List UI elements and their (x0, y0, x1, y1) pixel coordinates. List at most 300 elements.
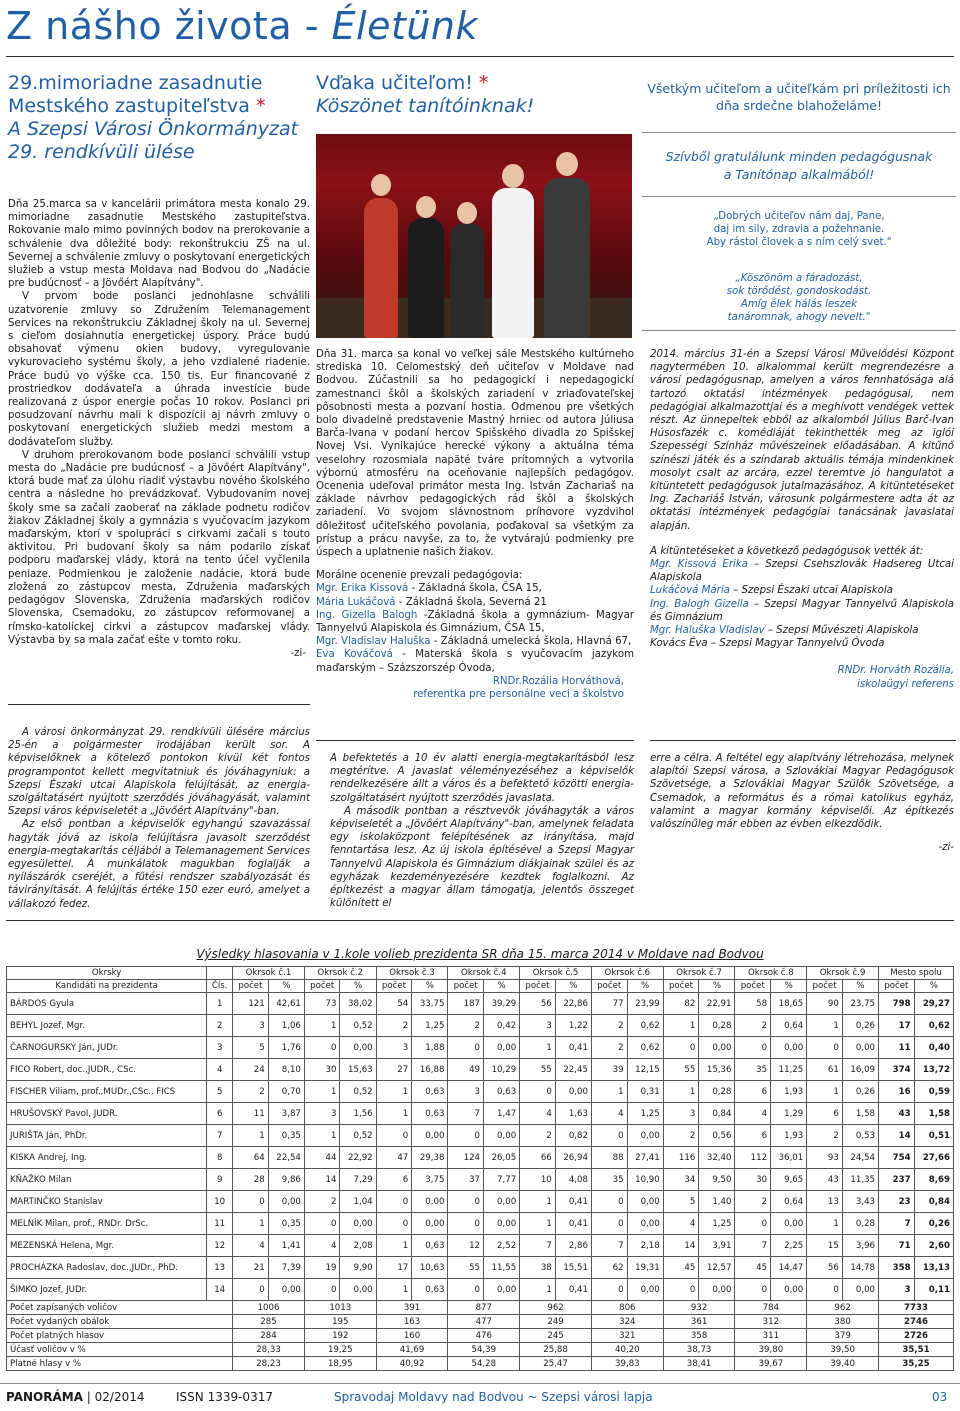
col2-title: Vďaka učiteľom! * Köszönet tanítóinknak! (316, 72, 535, 117)
vote-value: 1,25 (699, 1213, 735, 1235)
candidate-name: JURIŠTA Ján, PhDr. (7, 1125, 207, 1147)
vote-value: 2 (807, 1125, 843, 1147)
vote-value: 3,43 (842, 1191, 878, 1213)
summary-value: 38,41 (663, 1357, 735, 1371)
table-row (7, 1213, 954, 1235)
vote-value: 3 (879, 1279, 915, 1301)
summary-value: 39,50 (807, 1343, 879, 1357)
vote-value: 374 (879, 1059, 915, 1081)
vote-value: 0,26 (914, 1213, 953, 1235)
vote-value: 1,93 (771, 1125, 807, 1147)
vote-value: 30 (304, 1059, 340, 1081)
table-row (7, 1103, 954, 1125)
summary-value: 39,80 (735, 1343, 807, 1357)
vote-value: 6 (735, 1125, 771, 1147)
vote-value: 1 (376, 1235, 412, 1257)
header-pocet: počet (591, 980, 627, 993)
summary-value: 784 (735, 1301, 807, 1315)
vote-value: 7 (879, 1213, 915, 1235)
header-pocet: počet (233, 980, 269, 993)
vote-value: 1,25 (412, 1015, 448, 1037)
header-pocet: počet (807, 980, 843, 993)
vote-value: 7 (520, 1235, 556, 1257)
vote-value: 1 (807, 1015, 843, 1037)
vote-value: 0,41 (555, 1191, 591, 1213)
vote-value: 0,63 (412, 1279, 448, 1301)
vote-value: 0,51 (914, 1125, 953, 1147)
summary-value: 7733 (879, 1301, 954, 1315)
candidate-name: PROCHÁZKA Radoslav, doc.,JUDr., PhD. (7, 1257, 207, 1279)
summary-row (7, 1315, 954, 1329)
vote-value: 2,86 (555, 1235, 591, 1257)
summary-value: 962 (807, 1301, 879, 1315)
table-row (7, 1059, 954, 1081)
candidate-number: 2 (207, 1015, 233, 1037)
candidate-name: ČARNOGURSKÝ Ján, JUDr. (7, 1037, 207, 1059)
header-okrsky: Okrsky (7, 967, 207, 980)
vote-value: 0 (376, 1213, 412, 1235)
vote-value: 26,05 (484, 1147, 520, 1169)
summary-label: Účasť voličov v % (7, 1343, 233, 1357)
summary-row (7, 1329, 954, 1343)
header-right: Életünk (331, 4, 479, 48)
vote-value: 0 (304, 1213, 340, 1235)
footer-issn: ISSN 1339-0317 (176, 1390, 273, 1404)
summary-value: 1006 (233, 1301, 305, 1315)
vote-value: 29,38 (412, 1147, 448, 1169)
vote-value: 17 (879, 1015, 915, 1037)
vote-value: 2 (448, 1015, 484, 1037)
vote-value: 66 (520, 1147, 556, 1169)
vote-value: 23 (879, 1191, 915, 1213)
vote-value: 0,00 (484, 1037, 520, 1059)
vote-value: 22,54 (268, 1147, 304, 1169)
vote-value: 8,10 (268, 1059, 304, 1081)
vote-value: 88 (591, 1147, 627, 1169)
vote-value: 1 (520, 1037, 556, 1059)
summary-value: 40,92 (376, 1357, 448, 1371)
vote-value: 15 (807, 1235, 843, 1257)
summary-value: 163 (376, 1315, 448, 1329)
vote-value: 0,56 (699, 1125, 735, 1147)
table-row (7, 1125, 954, 1147)
vote-value: 13 (807, 1191, 843, 1213)
header-blank (207, 967, 233, 980)
vote-value: 0 (448, 1037, 484, 1059)
summary-value: 2746 (879, 1315, 954, 1329)
summary-value: 477 (448, 1315, 520, 1329)
vote-value: 8,69 (914, 1169, 953, 1191)
vote-value: 28 (233, 1169, 269, 1191)
vote-value: 0,00 (484, 1191, 520, 1213)
summary-value: 160 (376, 1329, 448, 1343)
vote-value: 4 (591, 1103, 627, 1125)
vote-value: 1,58 (914, 1103, 953, 1125)
vote-value: 0,00 (771, 1213, 807, 1235)
vote-value: 1,88 (412, 1037, 448, 1059)
vote-value: 3 (233, 1015, 269, 1037)
vote-value: 27,41 (627, 1147, 663, 1169)
vote-value: 237 (879, 1169, 915, 1191)
vote-value: 1 (376, 1081, 412, 1103)
header-pct: % (412, 980, 448, 993)
vote-value: 1 (663, 1015, 699, 1037)
vote-value: 0,31 (627, 1081, 663, 1103)
summary-value: 806 (591, 1301, 663, 1315)
vote-value: 0,00 (340, 1279, 376, 1301)
summary-value: 932 (663, 1301, 735, 1315)
summary-value: 249 (520, 1315, 592, 1329)
table-top-rule (6, 920, 954, 921)
summary-value: 25,47 (520, 1357, 592, 1371)
vote-value: 3 (448, 1081, 484, 1103)
vote-value: 1 (807, 1081, 843, 1103)
vote-value: 24,54 (842, 1147, 878, 1169)
vote-value: 0,00 (627, 1279, 663, 1301)
col3-rule4 (650, 740, 956, 741)
vote-value: 0,63 (412, 1081, 448, 1103)
vote-value: 3 (663, 1103, 699, 1125)
vote-value: 0,00 (771, 1279, 807, 1301)
district-header: Okrsok č.4 (448, 967, 520, 980)
summary-value: 379 (807, 1329, 879, 1343)
vote-value: 4 (735, 1103, 771, 1125)
vote-value: 0,00 (484, 1279, 520, 1301)
vote-value: 22,86 (555, 993, 591, 1015)
vote-value: 90 (807, 993, 843, 1015)
vote-value: 55 (663, 1059, 699, 1081)
vote-value: 2 (520, 1125, 556, 1147)
summary-value: 35,25 (879, 1357, 954, 1371)
vote-value: 16 (879, 1081, 915, 1103)
col1-body (8, 198, 310, 660)
vote-value: 0,52 (340, 1125, 376, 1147)
candidate-number: 1 (207, 993, 233, 1015)
vote-value: 0 (304, 1279, 340, 1301)
vote-value: 0 (735, 1279, 771, 1301)
vote-value: 0,00 (412, 1125, 448, 1147)
vote-value: 64 (233, 1147, 269, 1169)
vote-value: 15,36 (699, 1059, 735, 1081)
vote-value: 1,58 (842, 1103, 878, 1125)
vote-value: 22,91 (699, 993, 735, 1015)
vote-value: 0 (520, 1081, 556, 1103)
vote-value: 0,00 (484, 1213, 520, 1235)
table-row (7, 1037, 954, 1059)
vote-value: 1 (591, 1081, 627, 1103)
vote-value: 3 (304, 1103, 340, 1125)
vote-value: 77 (591, 993, 627, 1015)
vote-value: 10,63 (412, 1257, 448, 1279)
district-header: Okrsok č.9 (807, 967, 879, 980)
vote-value: 36,01 (771, 1147, 807, 1169)
vote-value: 0,62 (627, 1037, 663, 1059)
quote-sk: „Dobrých učiteľov nám daj, Pane, daj im sily, zdravia a požehnanie. Aby rástol človek a s ním celý svet." (706, 211, 892, 248)
vote-value: 12 (448, 1235, 484, 1257)
vote-value: 0,28 (842, 1213, 878, 1235)
vote-value: 0 (233, 1191, 269, 1213)
table-row (7, 993, 954, 1015)
vote-value: 0,11 (914, 1279, 953, 1301)
vote-value: 3 (520, 1015, 556, 1037)
vote-value: 61 (807, 1059, 843, 1081)
vote-value: 55 (520, 1059, 556, 1081)
summary-value: 324 (591, 1315, 663, 1329)
vote-value: 2 (591, 1037, 627, 1059)
vote-value: 0,00 (268, 1279, 304, 1301)
vote-value: 10,29 (484, 1059, 520, 1081)
vote-value: 5 (663, 1191, 699, 1213)
vote-value: 7,77 (484, 1169, 520, 1191)
summary-value: 41,69 (376, 1343, 448, 1357)
candidate-name: BEHÝL Jozef, Mgr. (7, 1015, 207, 1037)
header-pocet: počet (735, 980, 771, 993)
vote-value: 12,57 (699, 1257, 735, 1279)
vote-value: 11,25 (771, 1059, 807, 1081)
header-pct: % (555, 980, 591, 993)
district-header: Okrsok č.7 (663, 967, 735, 980)
header-pocet: počet (376, 980, 412, 993)
vote-value: 14,78 (842, 1257, 878, 1279)
vote-value: 29,27 (914, 993, 953, 1015)
vote-value: 9,90 (340, 1257, 376, 1279)
vote-value: 11 (879, 1037, 915, 1059)
district-header: Okrsok č.3 (376, 967, 448, 980)
vote-value: 0,00 (484, 1125, 520, 1147)
vote-value: 1 (520, 1279, 556, 1301)
vote-value: 71 (879, 1235, 915, 1257)
col3-rule1 (642, 132, 956, 133)
candidate-number: 6 (207, 1103, 233, 1125)
vote-value: 2 (233, 1081, 269, 1103)
vote-value: 49 (448, 1059, 484, 1081)
candidate-name: HRUŠOVSKÝ Pavol, JUDR. (7, 1103, 207, 1125)
vote-value: 0,00 (699, 1279, 735, 1301)
vote-value: 27 (376, 1059, 412, 1081)
vote-value: 1 (520, 1213, 556, 1235)
vote-value: 0,63 (484, 1081, 520, 1103)
vote-value: 0,41 (555, 1037, 591, 1059)
vote-value: 112 (735, 1147, 771, 1169)
vote-value: 44 (304, 1147, 340, 1169)
vote-value: 3,75 (412, 1169, 448, 1191)
vote-value: 2 (304, 1191, 340, 1213)
vote-value: 0,26 (842, 1081, 878, 1103)
vote-value: 0,00 (627, 1125, 663, 1147)
summary-label: Počet vydaných obálok (7, 1315, 233, 1329)
vote-value: 27,66 (914, 1147, 953, 1169)
vote-value: 0,00 (699, 1037, 735, 1059)
vote-value: 2,25 (771, 1235, 807, 1257)
vote-value: 4 (233, 1235, 269, 1257)
vote-value: 1 (304, 1081, 340, 1103)
summary-value: 54,28 (448, 1357, 520, 1371)
vote-value: 0 (448, 1213, 484, 1235)
vote-value: 2,18 (627, 1235, 663, 1257)
vote-value: 14 (663, 1235, 699, 1257)
vote-value: 0,35 (268, 1125, 304, 1147)
vote-value: 6 (807, 1103, 843, 1125)
vote-value: 0,42 (484, 1015, 520, 1037)
candidate-number: 5 (207, 1081, 233, 1103)
vote-value: 0,00 (340, 1213, 376, 1235)
vote-value: 2,08 (340, 1235, 376, 1257)
summary-value: 962 (520, 1301, 592, 1315)
candidate-number: 3 (207, 1037, 233, 1059)
district-header: Okrsok č.8 (735, 967, 807, 980)
vote-value: 3,96 (842, 1235, 878, 1257)
summary-row (7, 1301, 954, 1315)
header-pocet: počet (304, 980, 340, 993)
vote-value: 1,06 (268, 1015, 304, 1037)
vote-value: 56 (807, 1257, 843, 1279)
quote-hu: „Köszönöm a fáradozást, sok törődést, gondoskodást. Amíg élek hálás leszek tanáromnak, ahogy nevelt." (726, 273, 872, 323)
vote-value: 1 (663, 1081, 699, 1103)
vote-value: 7 (591, 1235, 627, 1257)
vote-value: 0,63 (412, 1103, 448, 1125)
candidate-number: 7 (207, 1125, 233, 1147)
vote-value: 0 (304, 1037, 340, 1059)
summary-value: 877 (448, 1301, 520, 1315)
vote-value: 0 (591, 1213, 627, 1235)
col3-greeting: Všetkým učiteľom a učiteľkám pri príležitosti ich dňa srdečne blahoželáme! (647, 81, 951, 113)
district-header: Okrsok č.5 (520, 967, 592, 980)
vote-value: 33,75 (412, 993, 448, 1015)
col3-hu: erre a célra. A feltétel egy alapítvány létrehozása, melynek alapítói Szepsi városa, a Szlovákiai Magyar Pedagógusok Szövetsége, a Szlovákiai Magyar Szülők Szövetsége, a Csemadok, a református és a római katolikus egyház, valamint a magyar kormány képviselői. Az építkezés valószínűleg már ebben az évben elkezdődik. -zi- (650, 753, 954, 854)
vote-value: 0,53 (842, 1125, 878, 1147)
vote-value: 1 (376, 1279, 412, 1301)
vote-value: 93 (807, 1147, 843, 1169)
vote-value: 82 (663, 993, 699, 1015)
candidate-number: 13 (207, 1257, 233, 1279)
candidate-name: KŇAŽKO Milan (7, 1169, 207, 1191)
summary-value: 38,73 (663, 1343, 735, 1357)
table-row (7, 1191, 954, 1213)
district-header: Okrsok č.1 (233, 967, 305, 980)
vote-value: 56 (520, 993, 556, 1015)
col3-greeting-hu: Szívből gratulálunk minden pedagógusnak a Tanítónap alkalmából! (665, 149, 933, 182)
vote-value: 121 (233, 993, 269, 1015)
vote-value: 4 (663, 1213, 699, 1235)
vote-value: 35 (591, 1169, 627, 1191)
table-row (7, 1081, 954, 1103)
vote-value: 22,92 (340, 1147, 376, 1169)
vote-value: 45 (663, 1257, 699, 1279)
table-row (7, 1015, 954, 1037)
vote-value: 18,65 (771, 993, 807, 1015)
table-row (7, 1147, 954, 1169)
summary-value: 28,33 (233, 1343, 305, 1357)
vote-value: 0 (807, 1279, 843, 1301)
vote-value: 0,00 (842, 1279, 878, 1301)
candidate-number: 10 (207, 1191, 233, 1213)
vote-value: 5 (233, 1037, 269, 1059)
vote-value: 17 (376, 1257, 412, 1279)
vote-value: 1,22 (555, 1015, 591, 1037)
vote-value: 1,04 (340, 1191, 376, 1213)
vote-value: 0 (376, 1191, 412, 1213)
vote-value: 1,47 (484, 1103, 520, 1125)
vote-value: 1,76 (268, 1037, 304, 1059)
vote-value: 0,00 (268, 1191, 304, 1213)
vote-value: 23,99 (627, 993, 663, 1015)
vote-value: 0,00 (412, 1213, 448, 1235)
vote-value: 3,87 (268, 1103, 304, 1125)
candidate-name: MELNÍK Milan, prof., RNDr. DrSc. (7, 1213, 207, 1235)
vote-value: 0,59 (914, 1081, 953, 1103)
vote-value: 1 (233, 1125, 269, 1147)
vote-value: 1,40 (699, 1191, 735, 1213)
col1-p1: Dňa 25.marca sa v kancelárii primátora mesta konalo 29. mimoriadne zasadnutie Mestského zastupiteľstva. Rokovanie malo mimo povinných bodov na prerokovanie a schválenie dva dôležité body: rekonštrukciu ZŠ na ul. Severnej a schválenie zmluvy o poskytovaní energetických služieb a vstup mesta Moldava nad Bodvou do „Nadácie pre budúcnosť – a Jövőért Alapítvány". (8, 199, 310, 290)
summary-value: 18,95 (304, 1357, 376, 1371)
vote-value: 0 (448, 1191, 484, 1213)
vote-value: 34 (663, 1169, 699, 1191)
vote-value: 2 (663, 1125, 699, 1147)
footer-rule (0, 1383, 960, 1384)
vote-value: 187 (448, 993, 484, 1015)
candidate-name: FICO Robert, doc.,JUDR., CSc. (7, 1059, 207, 1081)
vote-value: 0,62 (627, 1015, 663, 1037)
vote-value: 124 (448, 1147, 484, 1169)
col2-rule (316, 740, 634, 741)
summary-label: Počet platných hlasov (7, 1329, 233, 1343)
vote-value: 23,75 (842, 993, 878, 1015)
summary-value: 39,83 (591, 1357, 663, 1371)
footer-center: Spravodaj Moldavy nad Bodvou ~ Szepsi városi lapja (334, 1390, 653, 1404)
vote-value: 0,00 (771, 1037, 807, 1059)
vote-value: 0,28 (699, 1015, 735, 1037)
header-rule (6, 56, 954, 57)
vote-value: 0 (591, 1279, 627, 1301)
vote-value: 0,00 (842, 1037, 878, 1059)
vote-value: 0,63 (412, 1235, 448, 1257)
vote-value: 30 (735, 1169, 771, 1191)
district-header: Okrsok č.6 (591, 967, 663, 980)
vote-value: 0,28 (699, 1081, 735, 1103)
vote-value: 754 (879, 1147, 915, 1169)
summary-value: 28,23 (233, 1357, 305, 1371)
vote-value: 37 (448, 1169, 484, 1191)
vote-value: 0 (807, 1037, 843, 1059)
vote-value: 358 (879, 1257, 915, 1279)
vote-value: 3 (376, 1037, 412, 1059)
summary-value: 312 (735, 1315, 807, 1329)
vote-value: 22,45 (555, 1059, 591, 1081)
vote-value: 2 (735, 1191, 771, 1213)
vote-value: 1 (807, 1213, 843, 1235)
summary-value: 358 (663, 1329, 735, 1343)
vote-value: 1,25 (627, 1103, 663, 1125)
col1-hu (8, 726, 310, 911)
vote-value: 0,52 (340, 1081, 376, 1103)
vote-value: 7 (448, 1103, 484, 1125)
col3-rule2 (642, 196, 956, 197)
vote-value: 0 (735, 1213, 771, 1235)
summary-value: 361 (663, 1315, 735, 1329)
header-pct: % (842, 980, 878, 993)
vote-value: 0,84 (699, 1103, 735, 1125)
summary-label: Počet zapísaných voličov (7, 1301, 233, 1315)
candidate-number: 8 (207, 1147, 233, 1169)
vote-value: 73 (304, 993, 340, 1015)
vote-value: 0,64 (771, 1191, 807, 1213)
table-row (7, 1279, 954, 1301)
header-pct: % (914, 980, 953, 993)
vote-value: 0,00 (627, 1213, 663, 1235)
candidate-name: BÁRDOS Gyula (7, 993, 207, 1015)
header-cis: Čís. (207, 980, 233, 993)
summary-value: 285 (233, 1315, 305, 1329)
